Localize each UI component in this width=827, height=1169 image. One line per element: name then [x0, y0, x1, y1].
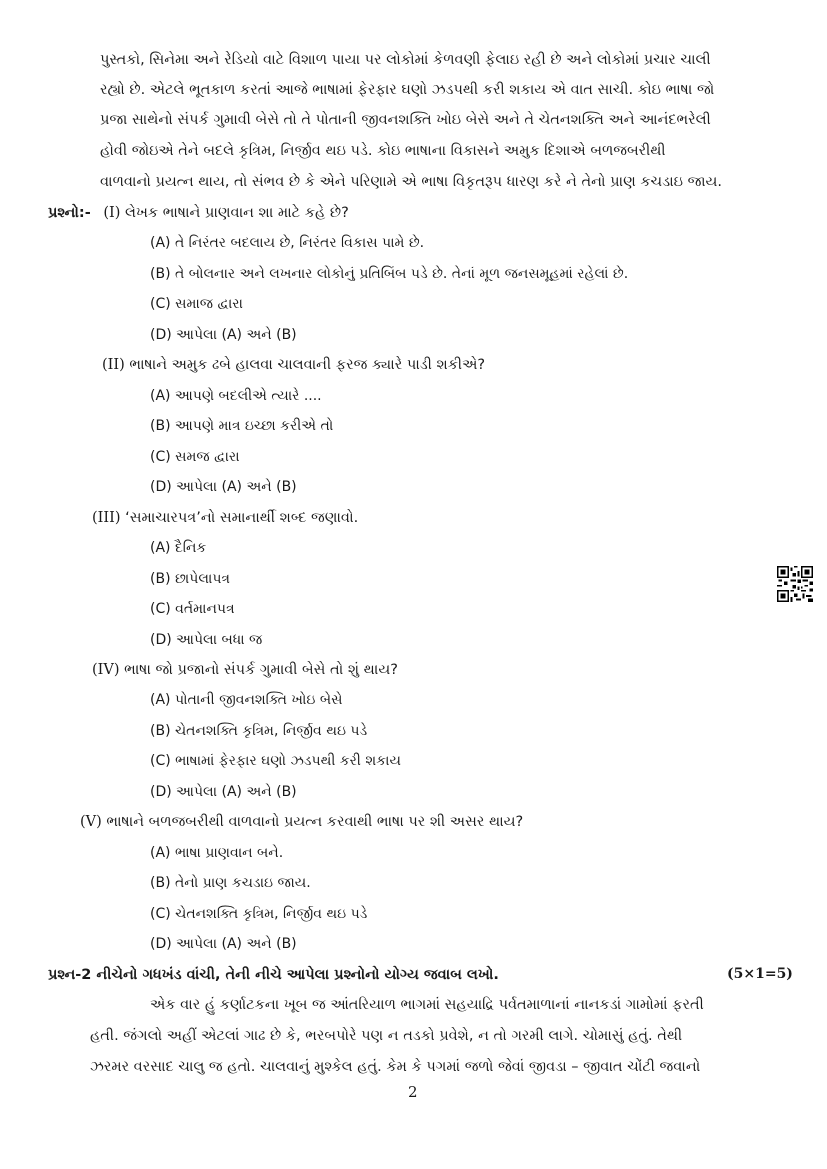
option-b: (B) તેનો પ્રાણ કચડાઇ જાય.	[150, 875, 311, 891]
option-d: (D) આપેલા (A) અને (B)	[150, 784, 297, 800]
option-d: (D) આપેલા (A) અને (B)	[150, 327, 297, 343]
marks-label: (5×1=5)	[727, 966, 793, 982]
question-3	[92, 508, 358, 528]
question-number: (III)	[92, 510, 121, 526]
option-d: (D) આપેલા (A) અને (B)	[150, 936, 297, 952]
question-text: લેખક ભાષાને પ્રાણવાન શા માટે કહે છે?	[124, 205, 349, 221]
option-c: (C) સમાજ દ્વારા	[150, 296, 243, 312]
option-a: (A) તે નિરંતર બદલાય છે, નિરંતર વિકાસ પામે છે.	[150, 235, 425, 251]
passage-line: હોવી જોઇએ તેને બદલે કૃત્રિમ, નિર્જીવ થઇ પડે. કોઇ ભાષાના વિકાસને અમુક દિશાએ બળજબરીથી	[100, 143, 666, 159]
page-number: 2	[408, 1083, 418, 1101]
qr-code-icon	[777, 566, 813, 602]
option-c: (C) ભાષામાં ફેરફાર ઘણો ઝડપથી કરી શકાય	[150, 753, 401, 769]
question-number: (IV)	[92, 662, 120, 678]
option-b: (B) ચેતનશક્તિ કૃત્રિમ, નિર્જીવ થઇ પડે	[150, 723, 368, 739]
question-4	[92, 660, 398, 680]
question-2-heading: પ્રશ્ન-2 નીચેનો ગધખંડ વાંચી, તેની નીચે આપેલા પ્રશ્નોનો યોગ્ય જવાબ લખો.	[48, 967, 499, 983]
question-5	[80, 812, 523, 832]
option-c: (C) સમજ દ્વારા	[150, 449, 240, 465]
option-b: (B) છાપેલાપત્ર	[150, 571, 231, 587]
option-b: (B) આપણે માત્ર ઇચ્છા કરીએ તો	[150, 418, 334, 434]
question-2	[102, 355, 485, 375]
questions-label: પ્રશ્નો:-	[48, 205, 91, 221]
passage-line: પુસ્તકો, સિનેમા અને રેડિયો વાટે વિશાળ પાયા પર લોકોમાં કેળવણી ફેલાઇ રહી છે અને લોકોમાં પ્રચાર ચાલી	[100, 52, 711, 68]
passage-line: પ્રજા સાથેનો સંપર્ક ગુમાવી બેસે તો તે પોતાની જીવનશક્તિ ખોઇ બેસે અને તે ચેતનશક્તિ અને આનંદભરેલી	[100, 112, 711, 128]
option-c: (C) ચેતનશક્તિ કૃત્રિમ, નિર્જીવ થઇ પડે	[150, 906, 368, 922]
option-a: (A) ભાષા પ્રાણવાન બને.	[150, 845, 284, 861]
option-b: (B) તે બોલનાર અને લખનાર લોકોનું પ્રતિબિંબ પડે છે. તેનાં મૂળ જનસમૂહમાં રહેલાં છે.	[150, 266, 629, 282]
passage-line: વાળવાનો પ્રયત્ન થાય, તો સંભવ છે કે એને પરિણામે એ ભાષા વિકૃતરૂપ ધારણ કરે ને તેનો પ્રાણ કચડાઇ જાય.	[100, 174, 723, 190]
question-text: ભાષાને બળજબરીથી વાળવાનો પ્રયત્ન કરવાથી ભાષા પર શી અસર થાય?	[106, 814, 524, 830]
question-number: (V)	[80, 814, 102, 830]
question-text: ‘સમાચારપત્ર’નો સમાનાર્થી શબ્દ જણાવો.	[125, 510, 359, 526]
question-1	[48, 203, 349, 223]
passage-line: રહ્યો છે. એટલે ભૂતકાળ કરતાં આજે ભાષામાં ફેરફાર ઘણો ઝડપથી કરી શકાય એ વાત સાચી. કોઇ ભાષા જો	[100, 82, 715, 98]
option-a: (A) પોતાની જીવનશક્તિ ખોઇ બેસે	[150, 692, 343, 708]
question-text: ભાષાને અમુક ઢબે હાલવા ચાલવાની ફરજ ક્યારે પાડી શકીએ?	[129, 357, 486, 373]
option-d: (D) આપેલા (A) અને (B)	[150, 479, 297, 495]
option-c: (C) વર્તમાનપત્ર	[150, 601, 235, 617]
option-d: (D) આપેલા બધા જ	[150, 632, 263, 648]
question-number: (I)	[103, 205, 121, 221]
question-text: ભાષા જો પ્રજાનો સંપર્ક ગુમાવી બેસે તો શું થાય?	[124, 662, 398, 678]
passage-2-line: ઝરમર વરસાદ ચાલુ જ હતો. ચાલવાનું મુશ્કેલ હતું. કેમ કે પગમાં જળો જેવાં જીવડા – જીવાત ચોંટી જવાનો	[90, 1059, 701, 1075]
option-a: (A) દૈનિક	[150, 540, 207, 556]
question-number: (II)	[102, 357, 125, 373]
option-a: (A) આપણે બદલીએ ત્યારે ....	[150, 388, 322, 404]
passage-2-line: હતી. જંગલો અહીં એટલાં ગાઢ છે કે, ભરબપોરે પણ ન તડકો પ્રવેશે, ન તો ગરમી લાગે. ચોમાસું હતું. તેથી	[90, 1028, 683, 1044]
passage-2-line: એક વાર હું કર્ણાટકના ખૂબ જ આંતરિયાળ ભાગમાં સહયાદ્રિ પર્વતમાળાનાં નાનકડાં ગામોમાં ફરતી	[150, 997, 704, 1013]
